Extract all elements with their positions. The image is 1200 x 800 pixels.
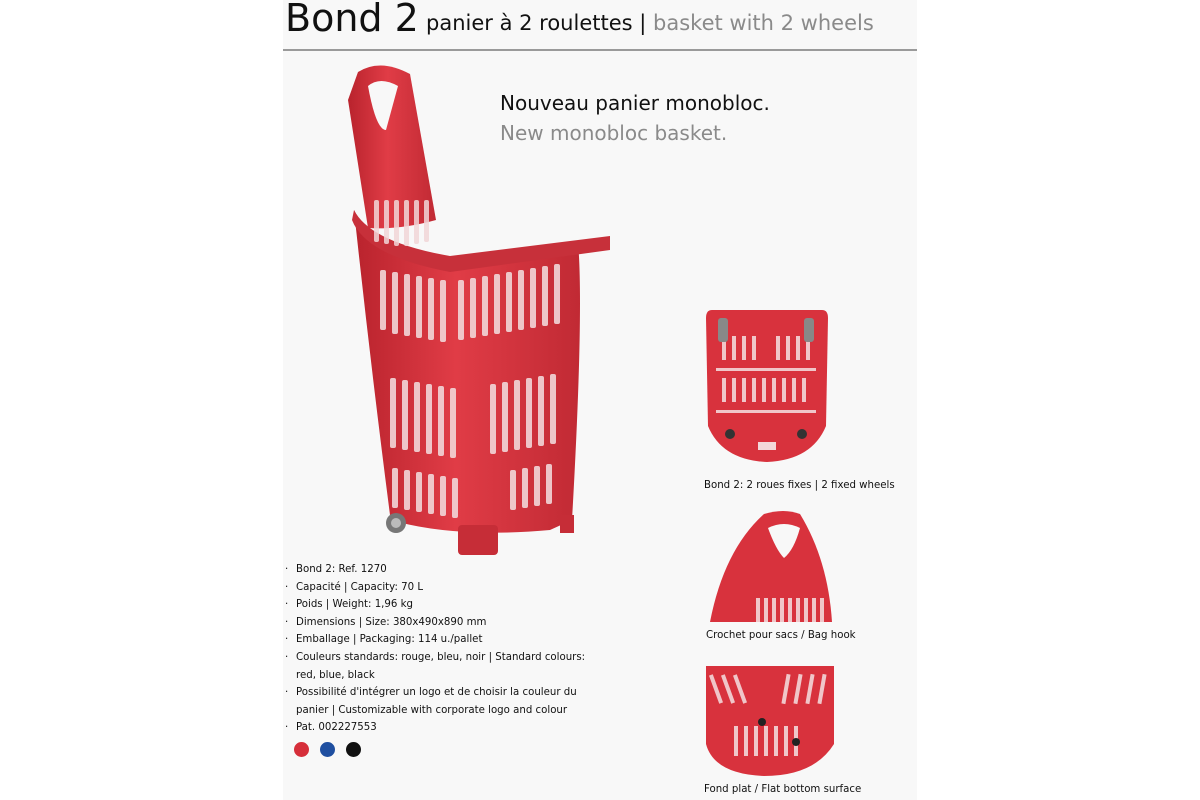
page-header [283,0,917,50]
tagline-english: New monobloc basket. [500,121,728,145]
bag-hook-detail-image [704,510,834,625]
spec-item: · Possibilité d'intégrer un logo et de choisir la couleur du panier | Customizable with corporate logo and colour [284,684,604,719]
product-subtitle [426,11,874,35]
caption-flat-bottom: Fond plat / Flat bottom surface [704,784,862,795]
spec-item: · Pat. 002227553 [284,719,604,737]
flat-bottom-detail-image [704,664,836,778]
caption-wheels: Bond 2: 2 roues fixes | 2 fixed wheels [704,480,895,491]
tagline-french: Nouveau panier monobloc. [500,91,770,115]
wheels-detail-image [704,306,830,464]
color-swatches [294,742,367,761]
spec-item: · Bond 2: Ref. 1270 [284,561,604,579]
swatch-black [346,742,361,757]
spec-item: · Poids | Weight: 1,96 kg [284,596,604,614]
swatch-red [294,742,309,757]
subtitle-separator: | [639,11,647,35]
spec-item: · Couleurs standards: rouge, bleu, noir | Standard colours: red, blue, black [284,649,604,684]
subtitle-french: panier à 2 roulettes [426,11,633,35]
spec-item: · Dimensions | Size: 380x490x890 mm [284,614,604,632]
product-title: Bond 2 [285,0,419,40]
caption-bag-hook: Crochet pour sacs / Bag hook [706,630,856,641]
basket-main-image [340,60,620,560]
spec-list [284,561,604,737]
subtitle-english: basket with 2 wheels [653,11,874,35]
spec-item: · Capacité | Capacity: 70 L [284,579,604,597]
spec-item: · Emballage | Packaging: 114 u./pallet [284,631,604,649]
swatch-blue [320,742,335,757]
header-divider [283,49,917,51]
